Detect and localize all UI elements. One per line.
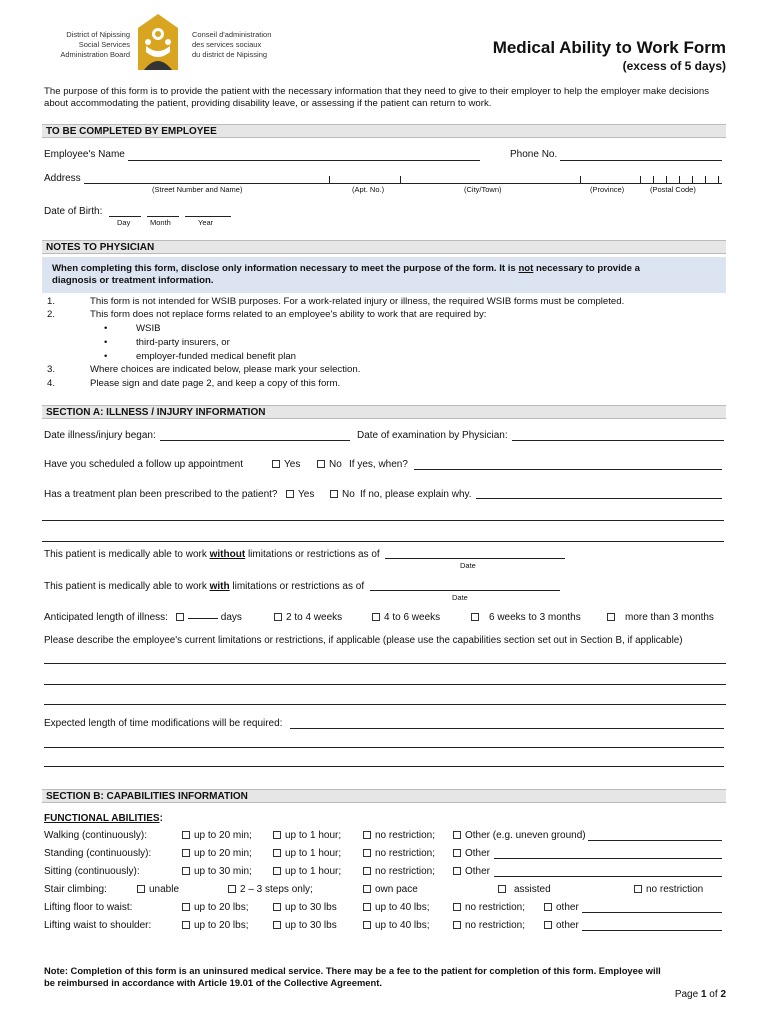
checkbox[interactable]	[182, 903, 190, 911]
page-current: 1	[700, 989, 707, 1000]
without-emphasis: without	[209, 549, 246, 560]
checkbox[interactable]	[273, 831, 281, 839]
date-hint: Date	[452, 593, 468, 602]
option-label: unable	[149, 884, 180, 895]
checkbox[interactable]	[363, 921, 371, 929]
option-label: 2 – 3 steps only;	[240, 884, 313, 895]
option-label: other	[556, 920, 579, 931]
expected-length-line[interactable]	[44, 766, 724, 767]
note-number: 3.	[47, 364, 56, 375]
checkbox[interactable]	[182, 849, 190, 857]
option-label: Other	[465, 848, 491, 859]
ability-option[interactable]	[363, 848, 435, 859]
ability-option[interactable]	[453, 920, 525, 931]
phone-field[interactable]	[560, 160, 722, 161]
limitations-line[interactable]	[44, 704, 726, 705]
if-no-label: If no, please explain why.	[360, 489, 472, 500]
option-label: days	[220, 612, 242, 623]
dob-month-field[interactable]	[147, 216, 179, 217]
checkbox[interactable]	[453, 903, 461, 911]
work-without-label	[44, 549, 380, 560]
ability-option[interactable]	[498, 884, 551, 895]
checkbox[interactable]	[273, 903, 281, 911]
option-label: Other (e.g. uneven ground)	[465, 830, 586, 841]
ability-option[interactable]	[363, 866, 435, 877]
ability-label: Walking (continuously):	[44, 830, 148, 841]
checkbox[interactable]	[228, 885, 236, 893]
ability-option[interactable]	[453, 902, 525, 913]
option-label: assisted	[514, 884, 551, 895]
followup-when-field[interactable]	[414, 469, 722, 470]
treatment-explain-line[interactable]	[42, 520, 724, 521]
dob-day-hint: Day	[117, 218, 131, 227]
limitations-line[interactable]	[44, 663, 726, 664]
length-option-2-4[interactable]	[274, 612, 342, 623]
option-label: up to 30 lbs	[285, 902, 337, 913]
option-label: up to 20 lbs;	[194, 920, 249, 931]
option-label: no restriction;	[465, 920, 526, 931]
org-name-en-line: District of Nipissing	[66, 30, 130, 39]
option-label: No	[342, 489, 355, 500]
page-subtitle: (excess of 5 days)	[622, 59, 726, 73]
describe-limitations-label: Please describe the employee's current limitations or restrictions, if applicable (please use the capabilities section set out in Section B, if applicable)	[44, 635, 683, 646]
option-label: Yes	[284, 459, 301, 470]
ability-label: Sitting (continuously):	[44, 866, 140, 877]
highlight-text: When completing this form, disclose only information necessary to meet the purpose of the form. It is	[52, 263, 519, 274]
note-number: 1.	[47, 296, 56, 307]
checkbox[interactable]	[182, 921, 190, 929]
bullet: •	[104, 323, 108, 334]
address-apt-hint: (Apt. No.)	[352, 185, 385, 194]
address-label: Address	[44, 173, 81, 184]
dob-day-field[interactable]	[109, 216, 141, 217]
if-yes-label: If yes, when?	[349, 459, 408, 470]
option-label: 2 to 4 weeks	[286, 612, 343, 623]
address-province-hint: (Province)	[590, 185, 625, 194]
option-label: up to 40 lbs;	[375, 920, 430, 931]
treatment-explain-field[interactable]	[476, 498, 722, 499]
note-text: Where choices are indicated below, please mark your selection.	[90, 364, 361, 375]
checkbox[interactable]	[286, 490, 294, 498]
footer-note-line: be reimbursed in accordance with Article 19.01 of the Collective Agreement.	[44, 977, 382, 988]
days-field[interactable]	[188, 618, 218, 619]
label-text: limitations or restrictions as of	[245, 549, 380, 560]
option-label: 6 weeks to 3 months	[489, 612, 581, 623]
note-number: 4.	[47, 378, 56, 389]
with-emphasis: with	[209, 581, 230, 592]
ability-option[interactable]	[363, 920, 429, 931]
employee-name-field[interactable]	[128, 160, 480, 161]
address-street-hint: (Street Number and Name)	[152, 185, 243, 194]
checkbox[interactable]	[372, 613, 380, 621]
dob-year-hint: Year	[198, 218, 214, 227]
ability-option[interactable]	[453, 848, 490, 859]
bullet-text: WSIB	[136, 323, 161, 334]
followup-no[interactable]	[317, 459, 342, 470]
dob-year-field[interactable]	[185, 216, 231, 217]
option-label: up to 40 lbs;	[375, 902, 430, 913]
intro-text: The purpose of this form is to provide the patient with the necessary information that they need to give to their employer to help the employer make decisions about accommodating the patient, providing disability leave, or assessing if the patient can return to work.	[44, 86, 709, 109]
address-separator	[329, 176, 330, 184]
logo-icon	[136, 12, 180, 72]
checkbox[interactable]	[363, 867, 371, 875]
employee-section-header: TO BE COMPLETED BY EMPLOYEE	[42, 124, 726, 138]
followup-yes[interactable]	[272, 459, 300, 470]
ability-option[interactable]	[634, 884, 703, 895]
ability-option[interactable]	[363, 830, 435, 841]
other-field[interactable]	[588, 840, 722, 841]
ability-label: Lifting floor to waist:	[44, 902, 133, 913]
treatment-no[interactable]	[330, 489, 355, 500]
length-option-3m-plus[interactable]	[607, 612, 714, 623]
other-field[interactable]	[582, 930, 722, 931]
length-days-option[interactable]	[176, 612, 242, 623]
ability-option[interactable]	[273, 848, 341, 859]
note-number: 2.	[47, 309, 56, 320]
treatment-yes[interactable]	[286, 489, 314, 500]
checkbox[interactable]	[182, 867, 190, 875]
notes-section-header: NOTES TO PHYSICIAN	[42, 240, 726, 254]
ability-option[interactable]	[137, 884, 179, 895]
page-text: Page	[674, 989, 701, 1000]
ability-option[interactable]	[363, 902, 429, 913]
option-label: Other	[465, 866, 491, 877]
illness-length-label: Anticipated length of illness:	[44, 612, 168, 623]
org-name-en-line: Administration Board	[60, 50, 130, 59]
date-hint: Date	[460, 561, 476, 570]
org-name-fr-line: du district de Nipissing	[192, 50, 268, 59]
option-label: own pace	[375, 884, 418, 895]
ability-label: Lifting waist to shoulder:	[44, 920, 152, 931]
heading-colon: :	[159, 813, 163, 824]
bullet-text: third-party insurers, or	[136, 337, 230, 348]
label-text: This patient is medically able to work	[44, 549, 210, 560]
option-label: up to 30 min;	[194, 866, 252, 877]
ability-option[interactable]	[273, 830, 341, 841]
option-label: up to 1 hour;	[285, 866, 342, 877]
heading-text: FUNCTIONAL ABILITIES	[44, 813, 160, 824]
ability-option[interactable]	[182, 866, 252, 877]
checkbox[interactable]	[176, 613, 184, 621]
length-option-6w-3m[interactable]	[471, 612, 581, 623]
option-label: other	[556, 902, 579, 913]
bullet: •	[104, 351, 108, 362]
note-text: Please sign and date page 2, and keep a copy of this form.	[90, 378, 341, 389]
org-name-en-line: Social Services	[78, 40, 130, 49]
checkbox[interactable]	[182, 831, 190, 839]
checkbox[interactable]	[634, 885, 642, 893]
org-name-fr	[192, 30, 271, 60]
label-text: limitations or restrictions as of	[229, 581, 365, 592]
postal-box[interactable]	[640, 176, 721, 184]
exam-date-label: Date of examination by Physician:	[357, 430, 508, 441]
employee-name-label: Employee's Name	[44, 149, 125, 160]
ability-label: Stair climbing:	[44, 884, 107, 895]
option-label: Yes	[298, 489, 315, 500]
ability-option[interactable]	[273, 866, 341, 877]
ability-option[interactable]	[182, 902, 248, 913]
checkbox[interactable]	[273, 921, 281, 929]
checkbox[interactable]	[274, 613, 282, 621]
org-name-fr-line: Conseil d'administration	[192, 30, 272, 39]
treatment-label: Has a treatment plan been prescribed to the patient?	[44, 489, 278, 500]
checkbox[interactable]	[363, 849, 371, 857]
highlight-text: necessary to provide a	[533, 263, 641, 274]
option-label: no restriction;	[375, 830, 436, 841]
dob-label: Date of Birth:	[44, 206, 103, 217]
org-name-fr-line: des services sociaux	[192, 40, 262, 49]
option-label: up to 1 hour;	[285, 830, 342, 841]
option-label: up to 1 hour;	[285, 848, 342, 859]
ability-option[interactable]	[273, 920, 337, 931]
option-label: up to 20 min;	[194, 830, 252, 841]
address-field[interactable]	[84, 183, 722, 184]
option-label: up to 30 lbs	[285, 920, 337, 931]
illness-began-label: Date illness/injury began:	[44, 430, 156, 441]
other-field[interactable]	[494, 876, 722, 877]
checkbox[interactable]	[453, 921, 461, 929]
ability-option[interactable]	[182, 830, 252, 841]
checkbox[interactable]	[363, 903, 371, 911]
option-label: no restriction	[646, 884, 704, 895]
other-field[interactable]	[494, 858, 722, 859]
address-city-hint: (City/Town)	[464, 185, 502, 194]
ability-option[interactable]	[453, 866, 490, 877]
address-separator	[580, 176, 581, 184]
limitations-line[interactable]	[44, 684, 726, 685]
work-without-date-field[interactable]	[385, 558, 565, 559]
section-b-header: SECTION B: CAPABILITIES INFORMATION	[42, 789, 726, 803]
checkbox[interactable]	[330, 490, 338, 498]
length-option-4-6[interactable]	[372, 612, 440, 623]
checkbox[interactable]	[607, 613, 615, 621]
org-name-en	[44, 30, 130, 60]
illness-began-field[interactable]	[160, 440, 350, 441]
followup-label: Have you scheduled a follow up appointment	[44, 459, 244, 470]
checkbox[interactable]	[453, 867, 461, 875]
bullet-text: employer-funded medical benefit plan	[136, 351, 296, 362]
highlight-not: not	[518, 263, 534, 274]
option-label: up to 20 min;	[194, 848, 252, 859]
option-label: no restriction;	[375, 866, 436, 877]
dob-month-hint: Month	[150, 218, 171, 227]
checkbox[interactable]	[544, 903, 552, 911]
checkbox[interactable]	[498, 885, 506, 893]
footer-note	[44, 965, 661, 989]
expected-length-line[interactable]	[44, 747, 724, 748]
footer-note-line: Note: Completion of this form is an uninsured medical service. There may be a fee to the patient for completion of this form. Employee will	[44, 965, 661, 976]
exam-date-field[interactable]	[512, 440, 724, 441]
treatment-explain-line[interactable]	[42, 541, 724, 542]
label-text: This patient is medically able to work	[44, 581, 210, 592]
option-label: more than 3 months	[625, 612, 714, 623]
checkbox[interactable]	[273, 849, 281, 857]
work-with-label	[44, 581, 364, 592]
ability-option[interactable]	[453, 830, 586, 841]
checkbox[interactable]	[272, 460, 280, 468]
page-number	[675, 989, 726, 1000]
checkbox[interactable]	[453, 849, 461, 857]
option-label: up to 20 lbs;	[194, 902, 249, 913]
checkbox[interactable]	[453, 831, 461, 839]
highlight-text: diagnosis or treatment information.	[52, 275, 214, 286]
address-separator	[400, 176, 401, 184]
page-title: Medical Ability to Work Form	[492, 38, 726, 57]
note-text: This form is not intended for WSIB purposes. For a work-related injury or illness, the required WSIB forms must be completed.	[90, 296, 625, 307]
ability-option[interactable]	[182, 920, 248, 931]
option-label: No	[329, 459, 342, 470]
option-label: no restriction;	[375, 848, 436, 859]
address-postal-hint: (Postal Code)	[650, 185, 696, 194]
bullet: •	[104, 337, 108, 348]
page-text: of	[706, 989, 721, 1000]
note-text: This form does not replace forms related to an employee's ability to work that are required by:	[90, 309, 487, 320]
checkbox[interactable]	[317, 460, 325, 468]
ability-label: Standing (continuously):	[44, 848, 152, 859]
expected-length-field[interactable]	[290, 728, 724, 729]
functional-abilities-heading	[44, 813, 163, 824]
checkbox[interactable]	[137, 885, 145, 893]
checkbox[interactable]	[363, 885, 371, 893]
checkbox[interactable]	[544, 921, 552, 929]
ability-option[interactable]	[363, 884, 418, 895]
page-total: 2	[720, 989, 726, 1000]
checkbox[interactable]	[471, 613, 479, 621]
work-with-date-field[interactable]	[370, 590, 560, 591]
checkbox[interactable]	[363, 831, 371, 839]
other-field[interactable]	[582, 912, 722, 913]
notes-highlight	[42, 257, 726, 293]
checkbox[interactable]	[273, 867, 281, 875]
ability-option[interactable]	[182, 848, 252, 859]
phone-label: Phone No.	[510, 149, 558, 160]
ability-option[interactable]	[544, 902, 579, 913]
ability-option[interactable]	[228, 884, 313, 895]
option-label: 4 to 6 weeks	[384, 612, 441, 623]
expected-length-label: Expected length of time modifications will be required:	[44, 718, 283, 729]
ability-option[interactable]	[273, 902, 337, 913]
section-a-header: SECTION A: ILLNESS / INJURY INFORMATION	[42, 405, 726, 419]
ability-option[interactable]	[544, 920, 579, 931]
option-label: no restriction;	[465, 902, 526, 913]
